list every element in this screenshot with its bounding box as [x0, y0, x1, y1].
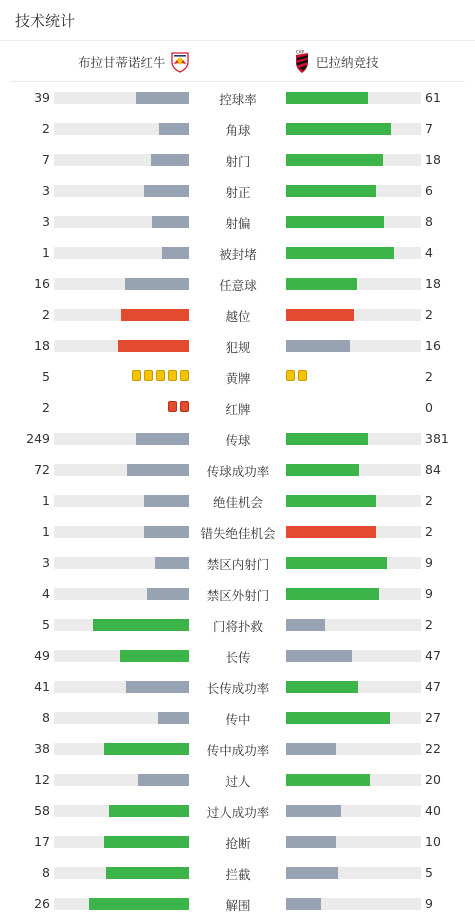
away-bar [286, 867, 338, 879]
away-value: 8 [425, 214, 433, 229]
home-value: 1 [42, 524, 50, 539]
home-value: 3 [42, 555, 50, 570]
away-bar-track [286, 247, 421, 259]
home-value: 8 [42, 865, 50, 880]
home-bar [126, 681, 189, 693]
home-bar [136, 433, 189, 445]
away-bar [286, 650, 352, 662]
home-bar [127, 464, 189, 476]
stat-row[interactable] [0, 237, 475, 268]
home-bar [109, 805, 189, 817]
away-bar-track [286, 805, 421, 817]
stat-label: 红牌 [225, 402, 251, 417]
away-bar-track [286, 433, 421, 445]
away-bar [286, 340, 350, 352]
away-bar [286, 309, 354, 321]
away-value: 2 [425, 493, 433, 508]
away-value: 16 [425, 338, 441, 353]
home-bar [93, 619, 189, 631]
stat-label: 黄牌 [225, 371, 251, 386]
stat-row[interactable] [0, 392, 475, 423]
away-bar [286, 712, 390, 724]
away-bar [286, 898, 321, 910]
away-bar [286, 247, 394, 259]
stat-label: 长传成功率 [206, 681, 270, 696]
home-bar [151, 154, 189, 166]
away-bar [286, 278, 357, 290]
away-bar-track [286, 681, 421, 693]
away-bar [286, 216, 384, 228]
home-bar [118, 340, 189, 352]
stat-label: 被封堵 [219, 247, 257, 262]
stat-label: 抢断 [225, 836, 251, 851]
home-bar-track [54, 464, 189, 476]
away-value: 10 [425, 834, 441, 849]
home-bar [120, 650, 189, 662]
stat-label: 错失绝佳机会 [200, 526, 276, 541]
home-value: 7 [42, 152, 50, 167]
stat-row[interactable] [0, 113, 475, 144]
svg-text:CAP: CAP [296, 50, 304, 55]
away-value: 47 [425, 648, 441, 663]
away-bar-track [286, 526, 421, 538]
away-value: 381 [425, 431, 449, 446]
home-bar-track [54, 774, 189, 786]
home-value: 249 [26, 431, 50, 446]
stat-row[interactable] [0, 485, 475, 516]
away-value: 27 [425, 710, 441, 725]
home-bar [104, 743, 189, 755]
header [0, 0, 475, 41]
away-value: 5 [425, 865, 433, 880]
home-value: 38 [34, 741, 50, 756]
home-bar-track [54, 557, 189, 569]
away-bar-track [286, 309, 421, 321]
home-value: 12 [34, 772, 50, 787]
away-value: 2 [425, 307, 433, 322]
stat-label: 禁区内射门 [206, 557, 270, 572]
away-bar-track [286, 619, 421, 631]
home-bar-track [54, 216, 189, 228]
away-bar [286, 92, 368, 104]
stat-row[interactable] [0, 516, 475, 547]
home-team-name: 布拉甘蒂诺红牛 [78, 55, 166, 70]
stat-row[interactable] [0, 454, 475, 485]
home-bar [125, 278, 189, 290]
home-bar-track [54, 526, 189, 538]
stat-label: 传中 [225, 712, 251, 727]
home-bar-track [54, 743, 189, 755]
away-bar-track [286, 123, 421, 135]
stat-label: 射正 [225, 185, 251, 200]
away-value: 7 [425, 121, 433, 136]
stat-label: 门将扑救 [212, 619, 263, 634]
stat-label: 传中成功率 [206, 743, 270, 758]
home-bar-track [54, 123, 189, 135]
home-bar [121, 309, 189, 321]
home-value: 39 [34, 90, 50, 105]
home-bar-track [54, 495, 189, 507]
stat-row[interactable] [0, 547, 475, 578]
home-value: 1 [42, 245, 50, 260]
home-bar [158, 712, 189, 724]
stat-row[interactable] [0, 888, 475, 919]
away-value: 22 [425, 741, 441, 756]
away-team[interactable] [293, 52, 379, 72]
away-cards [286, 370, 307, 383]
away-value: 2 [425, 617, 433, 632]
home-value: 41 [34, 679, 50, 694]
home-value: 8 [42, 710, 50, 725]
stat-row[interactable] [0, 330, 475, 361]
home-bar [155, 557, 189, 569]
home-bar-track [54, 433, 189, 445]
home-value: 1 [42, 493, 50, 508]
stat-row[interactable] [0, 206, 475, 237]
red-card-icon [168, 401, 177, 412]
stat-row[interactable] [0, 826, 475, 857]
stat-row[interactable] [0, 82, 475, 113]
home-bar [144, 495, 189, 507]
away-value: 2 [425, 369, 433, 384]
away-bar [286, 774, 370, 786]
home-bar [147, 588, 189, 600]
home-bar [106, 867, 189, 879]
stat-label: 射门 [225, 154, 251, 169]
away-bar-track [286, 774, 421, 786]
away-bar-track [286, 743, 421, 755]
away-bar-track [286, 154, 421, 166]
home-value: 3 [42, 183, 50, 198]
stat-label: 拦截 [225, 867, 251, 882]
home-bar-track [54, 836, 189, 848]
yellow-card-icon [180, 370, 189, 381]
red-card-icon [180, 401, 189, 412]
stat-label: 过人 [225, 774, 251, 789]
stat-row[interactable] [0, 299, 475, 330]
away-value: 2 [425, 524, 433, 539]
yellow-card-icon [168, 370, 177, 381]
away-value: 61 [425, 90, 441, 105]
home-value: 49 [34, 648, 50, 663]
home-value: 2 [42, 400, 50, 415]
stat-label: 长传 [225, 650, 251, 665]
stat-label: 禁区外射门 [206, 588, 270, 603]
away-bar [286, 557, 387, 569]
away-bar-track [286, 588, 421, 600]
away-team-name: 巴拉纳竞技 [316, 55, 379, 70]
yellow-card-icon [132, 370, 141, 381]
home-bar-track [54, 805, 189, 817]
home-bar-track [54, 867, 189, 879]
stat-label: 越位 [225, 309, 251, 324]
home-bar [162, 247, 189, 259]
away-bar-track [286, 836, 421, 848]
away-bar [286, 464, 359, 476]
away-value: 0 [425, 400, 433, 415]
home-bar [89, 898, 189, 910]
away-bar [286, 743, 336, 755]
stat-row[interactable] [0, 733, 475, 764]
home-value: 2 [42, 121, 50, 136]
home-cards [168, 401, 189, 414]
home-bar-track [54, 650, 189, 662]
stat-label: 传球成功率 [206, 464, 270, 479]
away-value: 6 [425, 183, 433, 198]
away-bar [286, 154, 383, 166]
home-value: 18 [34, 338, 50, 353]
away-bar-track [286, 650, 421, 662]
home-value: 3 [42, 214, 50, 229]
away-bar [286, 836, 336, 848]
away-value: 20 [425, 772, 441, 787]
stat-row[interactable] [0, 609, 475, 640]
away-bar-track [286, 278, 421, 290]
home-cards [132, 370, 189, 383]
stat-label: 任意球 [219, 278, 257, 293]
away-bar-track [286, 464, 421, 476]
home-bar-track [54, 185, 189, 197]
away-value: 40 [425, 803, 441, 818]
away-bar [286, 185, 376, 197]
away-value: 84 [425, 462, 441, 477]
stat-row[interactable] [0, 175, 475, 206]
home-bar [152, 216, 189, 228]
away-bar-track [286, 340, 421, 352]
away-bar-track [286, 185, 421, 197]
away-bar [286, 681, 358, 693]
away-value: 18 [425, 152, 441, 167]
away-bar-track [286, 898, 421, 910]
home-value: 72 [34, 462, 50, 477]
stat-label: 犯规 [225, 340, 251, 355]
away-bar-track [286, 557, 421, 569]
away-value: 47 [425, 679, 441, 694]
home-bar-track [54, 309, 189, 321]
stat-label: 绝佳机会 [212, 495, 263, 510]
stat-row[interactable] [0, 702, 475, 733]
home-bar [138, 774, 189, 786]
home-team[interactable] [78, 52, 191, 72]
away-bar [286, 433, 368, 445]
home-value: 17 [34, 834, 50, 849]
yellow-card-icon [144, 370, 153, 381]
home-value: 5 [42, 369, 50, 384]
home-value: 16 [34, 276, 50, 291]
stat-row[interactable] [0, 671, 475, 702]
home-bar-track [54, 588, 189, 600]
away-bar [286, 495, 376, 507]
away-bar-track [286, 712, 421, 724]
away-bar [286, 526, 376, 538]
home-bar-track [54, 154, 189, 166]
home-bar-track [54, 619, 189, 631]
home-value: 5 [42, 617, 50, 632]
home-value: 58 [34, 803, 50, 818]
home-value: 2 [42, 307, 50, 322]
page-title: 技术统计 [15, 12, 76, 30]
away-bar-track [286, 92, 421, 104]
home-value: 26 [34, 896, 50, 911]
teams-header [10, 41, 465, 82]
home-bar [159, 123, 189, 135]
yellow-card-icon [286, 370, 295, 381]
away-value: 18 [425, 276, 441, 291]
away-value: 4 [425, 245, 433, 260]
home-bar-track [54, 340, 189, 352]
home-bar [104, 836, 189, 848]
away-value: 9 [425, 586, 433, 601]
stat-row[interactable] [0, 795, 475, 826]
stat-row[interactable] [0, 144, 475, 175]
away-value: 9 [425, 896, 433, 911]
home-value: 4 [42, 586, 50, 601]
stat-row[interactable] [0, 640, 475, 671]
home-bar [136, 92, 189, 104]
red-bull-bragantino-logo-icon [169, 51, 191, 73]
stat-row[interactable] [0, 361, 475, 392]
away-bar [286, 805, 341, 817]
away-value: 9 [425, 555, 433, 570]
stat-row[interactable] [0, 857, 475, 888]
stat-label: 角球 [225, 123, 251, 138]
away-bar-track [286, 867, 421, 879]
away-bar [286, 619, 325, 631]
home-bar-track [54, 247, 189, 259]
stat-row[interactable] [0, 578, 475, 609]
stat-label: 过人成功率 [206, 805, 270, 820]
home-bar [144, 526, 189, 538]
stat-row[interactable] [0, 423, 475, 454]
home-bar [144, 185, 189, 197]
stat-label: 传球 [225, 433, 251, 448]
away-bar-track [286, 216, 421, 228]
home-bar-track [54, 712, 189, 724]
stat-label: 射偏 [225, 216, 251, 231]
away-bar [286, 123, 391, 135]
stat-label: 解围 [225, 898, 251, 913]
yellow-card-icon [156, 370, 165, 381]
away-bar [286, 588, 379, 600]
yellow-card-icon [298, 370, 307, 381]
away-bar-track [286, 495, 421, 507]
home-bar-track [54, 278, 189, 290]
stat-row[interactable] [0, 268, 475, 299]
home-bar-track [54, 92, 189, 104]
home-bar-track [54, 681, 189, 693]
stat-row[interactable] [0, 764, 475, 795]
stat-label: 控球率 [219, 92, 257, 107]
home-bar-track [54, 898, 189, 910]
athletico-paranaense-logo-icon [293, 50, 311, 74]
